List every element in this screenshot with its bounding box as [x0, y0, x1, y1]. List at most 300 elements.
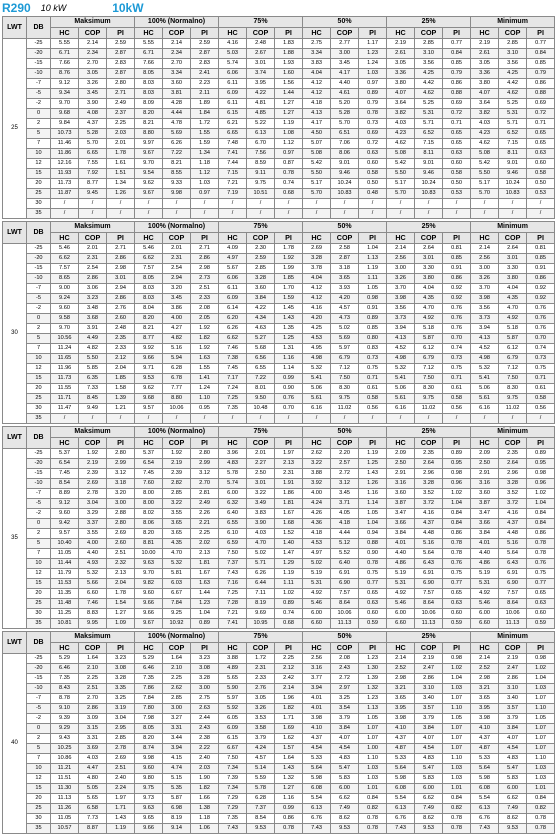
table-cell: 4.10	[471, 724, 499, 734]
table-cell: 2.02	[191, 539, 219, 549]
table-cell: 9.75	[135, 784, 163, 794]
table-cell: 3.00	[163, 704, 191, 714]
table-cell: 4.12	[303, 89, 331, 99]
table-cell: 7.34	[219, 764, 247, 774]
group-header: Minimum	[471, 632, 555, 643]
table-cell: 2.19	[387, 39, 415, 49]
table-cell: 3.34	[163, 69, 191, 79]
sub-header-cop: COP	[247, 28, 275, 39]
table-cell: 4.44	[331, 529, 359, 539]
table-cell: 5.12	[331, 539, 359, 549]
table-cell: 0.83	[359, 344, 387, 354]
table-cell: 2.25	[191, 529, 219, 539]
table-cell: 6.79	[415, 354, 443, 364]
table-cell: 5.33	[387, 754, 415, 764]
db-value: 20	[27, 179, 51, 189]
table-cell: 9.67	[135, 149, 163, 159]
table-cell: 3.19	[107, 704, 135, 714]
table-cell: 2.75	[191, 694, 219, 704]
table-row	[3, 549, 555, 559]
table-cell: /	[191, 414, 219, 424]
table-cell: 0.78	[527, 549, 555, 559]
table-cell: 0.92	[527, 284, 555, 294]
table-cell: 8.59	[247, 159, 275, 169]
table-cell: 2.35	[107, 334, 135, 344]
table-cell: 2.80	[107, 79, 135, 89]
table-cell: 0.92	[527, 294, 555, 304]
table-cell: 2.43	[331, 664, 359, 674]
table-cell: 0.53	[527, 189, 555, 199]
table-cell: 3.94	[387, 324, 415, 334]
table-cell: 0.84	[527, 509, 555, 519]
table-cell: 8.30	[415, 384, 443, 394]
group-header: 100% (Normalno)	[135, 632, 219, 643]
table-cell: 4.16	[219, 39, 247, 49]
table-cell: 1.23	[191, 599, 219, 609]
db-value: 20	[27, 384, 51, 394]
table-cell: 4.83	[415, 754, 443, 764]
table-cell: 2.01	[163, 244, 191, 254]
table-cell: 4.37	[387, 734, 415, 744]
table-cell: 0.58	[527, 394, 555, 404]
table-cell: 4.98	[303, 354, 331, 364]
db-value: -5	[27, 294, 51, 304]
table-cell: 1.97	[107, 794, 135, 804]
table-cell: 3.80	[387, 79, 415, 89]
table-cell: 5.55	[135, 39, 163, 49]
table-cell: 0.91	[527, 264, 555, 274]
table-cell: 7.43	[471, 824, 499, 834]
table-cell: 7.80	[135, 704, 163, 714]
table-cell: 5.18	[499, 324, 527, 334]
table-cell: 0.90	[359, 549, 387, 559]
table-cell: 3.48	[79, 304, 107, 314]
table-cell: 1.97	[275, 449, 303, 459]
table-cell: 4.24	[247, 744, 275, 754]
table-cell: 6.43	[415, 559, 443, 569]
sub-header-hc: HC	[219, 233, 247, 244]
table-cell: 7.57	[135, 264, 163, 274]
table-cell: 4.54	[331, 744, 359, 754]
table-cell: 4.17	[331, 69, 359, 79]
table-cell: 0.76	[443, 559, 471, 569]
table-cell: 3.23	[79, 294, 107, 304]
table-cell: 2.21	[191, 519, 219, 529]
table-cell: 5.83	[415, 774, 443, 784]
table-cell: 3.65	[163, 529, 191, 539]
table-cell: 5.05	[79, 784, 107, 794]
table-cell: 10.73	[51, 129, 79, 139]
table-cell: 0.60	[527, 609, 555, 619]
table-cell: 1.00	[359, 744, 387, 754]
table-cell: 2.01	[247, 449, 275, 459]
table-cell: 5.46	[51, 244, 79, 254]
table-cell: 4.16	[303, 304, 331, 314]
table-cell: 8.11	[499, 149, 527, 159]
performance-tables	[0, 16, 558, 834]
table-cell: 6.56	[247, 354, 275, 364]
table-cell: 1.52	[275, 529, 303, 539]
table-cell: 6.40	[331, 559, 359, 569]
table-cell: 1.32	[275, 774, 303, 784]
power-rating: 10kW	[112, 1, 144, 15]
table-cell: 10.57	[51, 824, 79, 834]
table-cell: 0.71	[443, 374, 471, 384]
table-cell: 3.26	[387, 274, 415, 284]
table-row	[3, 89, 555, 99]
table-cell: 9.70	[135, 159, 163, 169]
table-cell: 5.17	[303, 179, 331, 189]
table-cell: 1.62	[275, 734, 303, 744]
table-cell: 0.77	[359, 579, 387, 589]
table-cell: 0.76	[527, 324, 555, 334]
table-cell: /	[79, 414, 107, 424]
table-row	[3, 384, 555, 394]
table-cell: 9.50	[247, 394, 275, 404]
db-value: 20	[27, 589, 51, 599]
table-cell: 2.70	[163, 59, 191, 69]
lwt-value: 25	[3, 39, 27, 219]
lwt-header: LWT	[3, 17, 27, 39]
table-cell: 2.12	[275, 664, 303, 674]
table-cell: 6.09	[219, 294, 247, 304]
table-cell: 3.65	[331, 274, 359, 284]
table-cell: 8.03	[135, 284, 163, 294]
db-value: -7	[27, 694, 51, 704]
table-cell: 9.67	[135, 619, 163, 629]
table-cell: 2.49	[191, 499, 219, 509]
db-value: -25	[27, 449, 51, 459]
db-value: 25	[27, 599, 51, 609]
table-cell: 5.55	[51, 39, 79, 49]
table-cell: 3.04	[79, 499, 107, 509]
sub-header-hc: HC	[219, 28, 247, 39]
table-cell: 1.68	[275, 519, 303, 529]
table-cell: 5.02	[247, 549, 275, 559]
table-cell: 0.65	[443, 139, 471, 149]
table-cell: 2.51	[107, 549, 135, 559]
table-cell: 9.01	[331, 159, 359, 169]
table-cell: 0.53	[443, 189, 471, 199]
table-cell: 3.28	[303, 254, 331, 264]
table-cell: 3.08	[191, 664, 219, 674]
table-cell: 7.28	[219, 599, 247, 609]
table-cell: /	[499, 414, 527, 424]
sub-header-cop: COP	[247, 438, 275, 449]
table-row	[3, 109, 555, 119]
table-cell: 3.00	[471, 264, 499, 274]
table-cell: 2.99	[191, 459, 219, 469]
performance-table-lwt-40	[2, 631, 555, 834]
table-cell: 3.60	[247, 284, 275, 294]
table-cell: 6.54	[135, 459, 163, 469]
table-cell: 2.54	[163, 264, 191, 274]
table-cell: 8.30	[499, 384, 527, 394]
table-cell: 0.72	[527, 109, 555, 119]
table-cell: 4.27	[163, 324, 191, 334]
table-cell: 0.99	[275, 804, 303, 814]
table-cell: 4.62	[387, 139, 415, 149]
table-cell: 3.83	[303, 59, 331, 69]
table-cell: 4.48	[415, 529, 443, 539]
db-value: 35	[27, 824, 51, 834]
table-cell: 6.76	[303, 814, 331, 824]
db-value: 0	[27, 109, 51, 119]
table-cell: 5.67	[219, 264, 247, 274]
table-cell: 1.23	[359, 694, 387, 704]
table-cell: 9.84	[51, 119, 79, 129]
table-cell: 1.07	[443, 694, 471, 704]
table-cell: 2.70	[79, 694, 107, 704]
table-cell: 4.95	[303, 344, 331, 354]
table-cell: 9.60	[135, 764, 163, 774]
table-cell: /	[275, 209, 303, 219]
table-cell: 0.61	[443, 384, 471, 394]
table-cell: 9.80	[135, 774, 163, 784]
sub-header-cop: COP	[415, 233, 443, 244]
table-cell: 1.25	[275, 334, 303, 344]
table-cell: 3.01	[415, 254, 443, 264]
table-cell: 1.81	[275, 499, 303, 509]
table-cell: 6.62	[415, 794, 443, 804]
table-cell: 7.50	[499, 374, 527, 384]
table-cell: 3.57	[499, 704, 527, 714]
table-cell: 9.01	[415, 159, 443, 169]
table-cell: 4.07	[331, 734, 359, 744]
table-cell: 4.20	[331, 294, 359, 304]
table-cell: 0.63	[527, 599, 555, 609]
table-cell: 0.60	[359, 609, 387, 619]
table-cell: 3.20	[107, 489, 135, 499]
table-cell: /	[387, 199, 415, 209]
table-cell: 8.62	[331, 814, 359, 824]
table-cell: 7.25	[219, 394, 247, 404]
table-row	[3, 169, 555, 179]
table-cell: 1.60	[275, 69, 303, 79]
table-cell: 3.26	[471, 274, 499, 284]
group-header: 25%	[387, 427, 471, 438]
table-cell: 6.26	[163, 139, 191, 149]
table-cell: 3.80	[499, 274, 527, 284]
table-cell: /	[191, 209, 219, 219]
table-cell: 1.10	[527, 704, 555, 714]
table-cell: 11.96	[51, 364, 79, 374]
table-cell: 3.36	[471, 69, 499, 79]
db-value: 15	[27, 374, 51, 384]
table-cell: 5.18	[415, 324, 443, 334]
table-row	[3, 724, 555, 734]
table-cell: 1.83	[275, 39, 303, 49]
table-cell: 0.86	[527, 79, 555, 89]
table-cell: 11.05	[51, 549, 79, 559]
table-cell: 1.31	[275, 344, 303, 354]
table-cell: 11.21	[51, 764, 79, 774]
table-cell: 8.74	[135, 744, 163, 754]
db-value: -15	[27, 469, 51, 479]
table-cell: 0.65	[527, 589, 555, 599]
table-row	[3, 159, 555, 169]
table-cell: 5.78	[219, 469, 247, 479]
table-cell: 5.70	[79, 139, 107, 149]
table-cell: 2.86	[415, 674, 443, 684]
table-cell: 5.47	[331, 764, 359, 774]
table-cell: 0.78	[443, 824, 471, 834]
table-row	[3, 304, 555, 314]
table-cell: 1.17	[359, 39, 387, 49]
table-cell: 2.85	[499, 39, 527, 49]
table-cell: 2.51	[79, 684, 107, 694]
table-cell: 2.58	[331, 244, 359, 254]
table-cell: 1.05	[443, 714, 471, 724]
table-cell: 7.86	[135, 684, 163, 694]
sub-header-hc: HC	[387, 438, 415, 449]
table-row	[3, 619, 555, 629]
table-cell: 1.90	[191, 774, 219, 784]
table-cell: 1.01	[443, 784, 471, 794]
db-value: 7	[27, 139, 51, 149]
sub-header-hc: HC	[303, 28, 331, 39]
table-cell: 8.01	[247, 384, 275, 394]
table-cell: 3.00	[107, 499, 135, 509]
table-cell: 0.68	[275, 189, 303, 199]
table-cell: 0.68	[275, 619, 303, 629]
table-cell: 2.52	[387, 664, 415, 674]
table-cell: 1.09	[107, 619, 135, 629]
db-value: 30	[27, 199, 51, 209]
table-cell: 0.73	[359, 119, 387, 129]
db-value: 15	[27, 169, 51, 179]
table-cell: 2.39	[79, 469, 107, 479]
table-cell: 4.13	[471, 334, 499, 344]
table-cell: 6.08	[471, 784, 499, 794]
table-cell: 6.67	[163, 589, 191, 599]
table-cell: 3.12	[331, 479, 359, 489]
table-cell: 4.16	[415, 509, 443, 519]
table-cell: 7.77	[163, 384, 191, 394]
table-cell: 8.00	[135, 499, 163, 509]
table-cell: 0.97	[359, 79, 387, 89]
table-cell: 6.91	[415, 569, 443, 579]
table-cell: 5.37	[51, 449, 79, 459]
table-cell: 5.70	[303, 189, 331, 199]
table-cell: 3.72	[499, 499, 527, 509]
table-cell: 11.47	[51, 404, 79, 414]
table-row	[3, 294, 555, 304]
table-cell: 4.83	[219, 459, 247, 469]
table-cell: 1.03	[443, 764, 471, 774]
sub-header-cop: COP	[499, 438, 527, 449]
db-value: 0	[27, 519, 51, 529]
table-cell: 1.16	[275, 354, 303, 364]
table-cell: 9.45	[79, 189, 107, 199]
table-cell: 11.13	[499, 619, 527, 629]
table-cell: /	[107, 209, 135, 219]
lwt-header: LWT	[3, 427, 27, 449]
db-value: 35	[27, 209, 51, 219]
table-cell: 5.46	[387, 599, 415, 609]
table-cell: 6.26	[219, 324, 247, 334]
table-cell: 2.51	[191, 284, 219, 294]
table-cell: 2.88	[107, 509, 135, 519]
table-cell: 3.80	[415, 274, 443, 284]
table-cell: 8.30	[331, 384, 359, 394]
table-cell: 5.74	[219, 59, 247, 69]
table-cell: 6.20	[219, 314, 247, 324]
table-cell: 5.33	[471, 754, 499, 764]
table-cell: /	[247, 199, 275, 209]
table-cell: 7.43	[219, 824, 247, 834]
power-rating-italic: 10 kW	[40, 3, 67, 13]
table-cell: 1.56	[275, 79, 303, 89]
table-cell: 7.60	[135, 479, 163, 489]
table-cell: 1.34	[191, 149, 219, 159]
table-cell: 4.70	[499, 304, 527, 314]
sub-header-hc: HC	[51, 233, 79, 244]
sub-header-cop: COP	[79, 643, 107, 654]
table-cell: 1.71	[275, 714, 303, 724]
sub-header-cop: COP	[247, 643, 275, 654]
group-header: Maksimum	[51, 17, 135, 28]
table-cell: 2.31	[163, 254, 191, 264]
table-cell: 4.40	[387, 549, 415, 559]
table-cell: 3.78	[303, 264, 331, 274]
table-cell: 6.13	[247, 129, 275, 139]
table-cell: 5.50	[303, 169, 331, 179]
table-cell: 0.76	[527, 314, 555, 324]
table-cell: 5.25	[415, 99, 443, 109]
table-row	[3, 704, 555, 714]
table-cell: 2.14	[471, 654, 499, 664]
table-cell: 4.87	[471, 744, 499, 754]
table-cell: 6.44	[247, 579, 275, 589]
table-cell: 7.44	[219, 159, 247, 169]
table-cell: 2.70	[79, 59, 107, 69]
table-cell: 3.01	[107, 274, 135, 284]
table-cell: 7.41	[219, 619, 247, 629]
sub-header-cop: COP	[415, 28, 443, 39]
table-cell: 5.61	[303, 394, 331, 404]
table-cell: 7.37	[247, 804, 275, 814]
sub-header-cop: COP	[499, 28, 527, 39]
table-cell: 4.92	[303, 589, 331, 599]
table-cell: 4.54	[415, 744, 443, 754]
table-cell: 4.18	[303, 529, 331, 539]
table-cell: /	[191, 199, 219, 209]
table-cell: 2.56	[387, 254, 415, 264]
table-cell: 1.04	[191, 609, 219, 619]
table-cell: 5.92	[219, 704, 247, 714]
table-cell: 3.45	[331, 59, 359, 69]
table-cell: 3.56	[471, 304, 499, 314]
table-cell: 5.50	[387, 169, 415, 179]
table-cell: 1.55	[191, 364, 219, 374]
table-row	[3, 529, 555, 539]
table-cell: 1.01	[359, 784, 387, 794]
table-cell: 0.50	[443, 179, 471, 189]
table-cell: 7.57	[331, 589, 359, 599]
table-cell: 5.87	[415, 334, 443, 344]
table-cell: 1.26	[107, 189, 135, 199]
table-cell: 6.62	[499, 794, 527, 804]
table-cell: 11.30	[51, 784, 79, 794]
table-cell: 1.30	[359, 664, 387, 674]
table-cell: 0.76	[443, 324, 471, 334]
table-cell: 7.41	[219, 149, 247, 159]
table-cell: 5.27	[247, 334, 275, 344]
table-cell: 2.57	[331, 459, 359, 469]
table-cell: 1.18	[191, 814, 219, 824]
table-cell: 4.52	[471, 344, 499, 354]
